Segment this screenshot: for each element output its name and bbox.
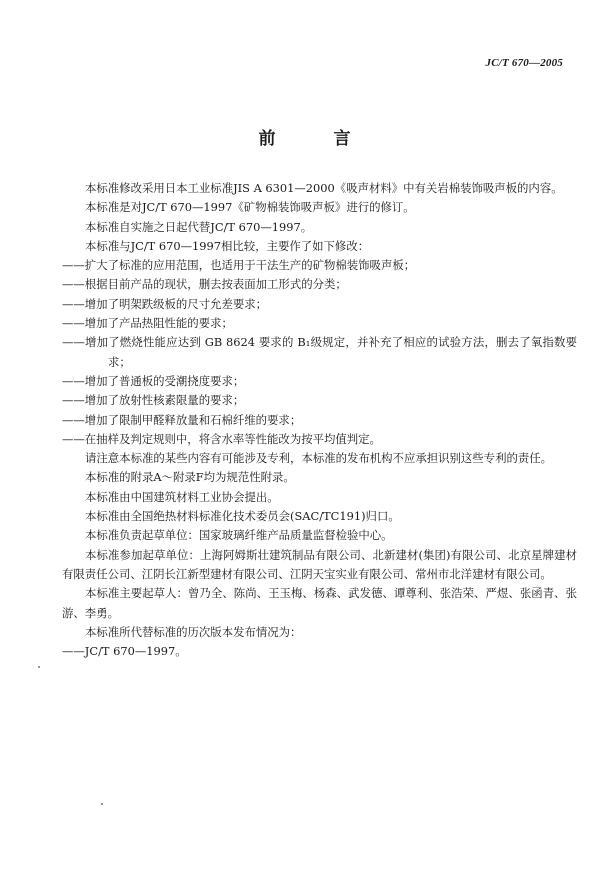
- list-item: ——根据目前产品的现状，删去按表面加工形式的分类；: [62, 277, 347, 292]
- paragraph: 本标准所代替标准的历次版本发布情况为：: [85, 624, 302, 639]
- paragraph: 本标准修改采用日本工业标准JIS A 6301—2000《吸声材料》中有关岩棉装饰吸声板的内容。: [85, 181, 563, 195]
- list-item: ——增加了燃烧性能应达到 GB 8624 要求的 B₁级规定，并补充了相应的试验方法，删去了氧指数要求；: [62, 335, 577, 369]
- paragraph: 本标准与JC/T 670—1997相比较，主要作了如下修改：: [85, 238, 370, 253]
- paragraph: 本标准主要起草人：曾乃全、陈尚、王玉梅、杨森、武发德、谭尊利、张浩荣、严煜、张函青、张游、李勇。: [62, 586, 577, 620]
- list-item: ——增加了放射性核素限量的要求；: [62, 393, 245, 408]
- list-item: ——增加了产品热阻性能的要求；: [62, 316, 233, 331]
- list-item: ——增加了限制甲醛释放量和石棉纤维的要求；: [62, 412, 302, 427]
- paragraph: 本标准由中国建筑材料工业协会提出。: [85, 489, 279, 504]
- paragraph: 本标准是对JC/T 670—1997《矿物棉装饰吸声板》进行的修订。: [85, 200, 415, 215]
- list-item: ——JC/T 670—1997。: [62, 644, 187, 659]
- page-title: 前 言: [258, 129, 377, 149]
- scan-speck: [38, 666, 40, 668]
- list-item: ——在抽样及判定规则中，将含水率等性能改为按平均值判定。: [62, 431, 381, 446]
- list-item: ——扩大了标准的应用范围，也适用于干法生产的矿物棉装饰吸声板；: [62, 258, 416, 273]
- foreword-body: [62, 179, 577, 661]
- list-item: ——增加了明架跌级板的尺寸允差要求；: [62, 296, 268, 311]
- paragraph: 本标准负责起草单位：国家玻璃纤维产品质量监督检验中心。: [85, 528, 393, 543]
- paragraph: 请注意本标准的某些内容有可能涉及专利，本标准的发布机构不应承担识别这些专利的责任。: [85, 451, 553, 466]
- paragraph: 本标准的附录A～附录F均为规范性附录。: [85, 470, 295, 485]
- paragraph: 本标准自实施之日起代替JC/T 670—1997。: [85, 219, 313, 234]
- scan-speck: [101, 803, 103, 805]
- list-item: ——增加了普通板的受潮挠度要求；: [62, 373, 245, 388]
- standard-code: JC/T 670—2005: [485, 57, 563, 69]
- paragraph: 本标准参加起草单位：上海阿姆斯壮建筑制品有限公司、北新建材(集团)有限公司、北京星牌建材有限责任公司、江阴长江新型建材有限公司、江阴天宝实业有限公司、常州市北洋建材有限公司。: [62, 547, 577, 581]
- paragraph: 本标准由全国绝热材料标准化技术委员会(SAC/TC191)归口。: [85, 509, 400, 524]
